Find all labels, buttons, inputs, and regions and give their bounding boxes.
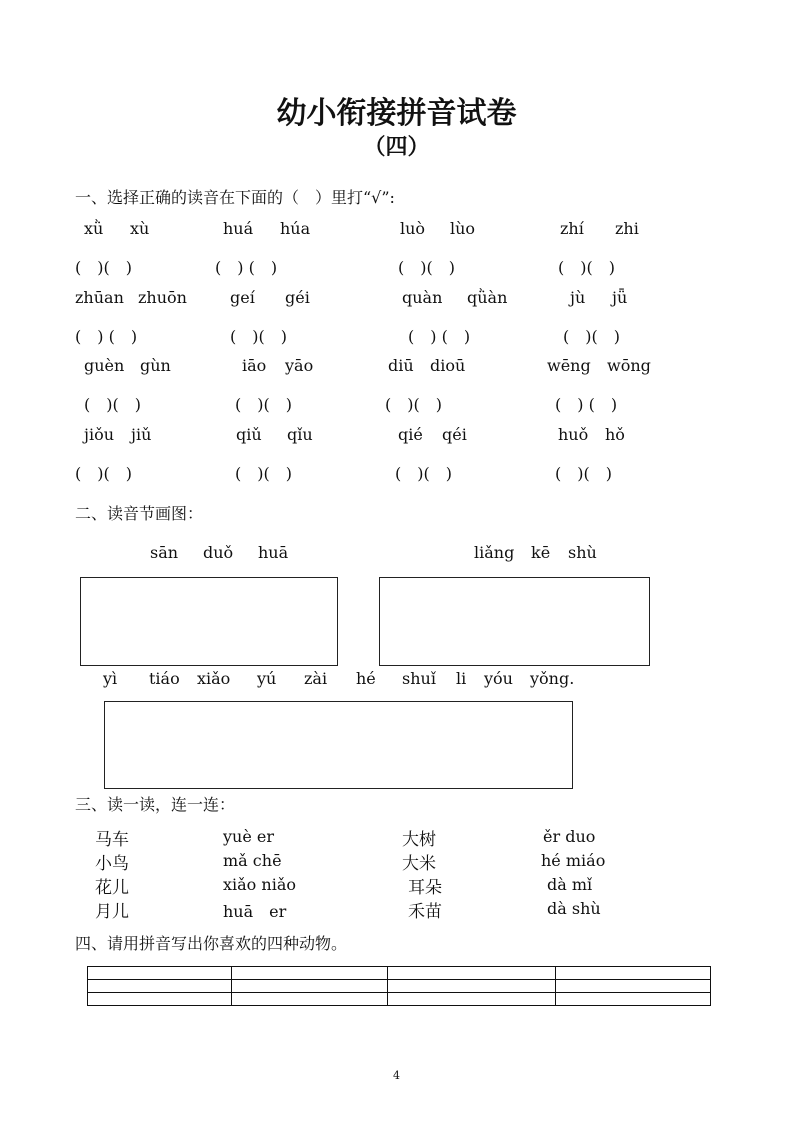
chinese-word[interactable]: 耳朵: [408, 878, 442, 898]
pinyin-option: jù: [570, 288, 586, 307]
sentence-syllable: zài: [304, 669, 328, 688]
pinyin-option: qǜàn: [467, 288, 508, 307]
answer-parens[interactable]: ( )( ): [563, 327, 620, 346]
answer-cell[interactable]: [556, 993, 711, 1006]
sentence-syllable: xiǎo: [197, 669, 231, 688]
pinyin-option: huǒ: [558, 425, 589, 444]
caption-syllable: shù: [568, 543, 597, 562]
answer-cell[interactable]: [388, 993, 556, 1006]
pinyin-option: qiǔ: [236, 425, 262, 444]
page-subtitle: （四）: [363, 134, 430, 160]
answer-cell[interactable]: [88, 980, 232, 993]
answer-parens[interactable]: ( ) ( ): [75, 327, 138, 346]
pinyin-option: qǐu: [287, 425, 313, 444]
pinyin-option: zhí: [560, 219, 584, 238]
pinyin-option: qéi: [442, 425, 467, 444]
sentence-syllable: shuǐ: [402, 669, 436, 688]
drawing-box-fish[interactable]: [104, 701, 573, 789]
pinyin-option: quàn: [402, 288, 443, 307]
answer-parens[interactable]: ( ) ( ): [408, 327, 471, 346]
chinese-word[interactable]: 花儿: [95, 878, 129, 898]
caption-syllable: sān: [150, 543, 179, 562]
sentence-syllable: hé: [356, 669, 376, 688]
answer-grid: [87, 966, 711, 1006]
pinyin-word[interactable]: xiǎo niǎo: [223, 875, 296, 894]
answer-cell[interactable]: [388, 980, 556, 993]
chinese-word[interactable]: 大米: [402, 854, 436, 874]
pinyin-option: geí: [230, 288, 255, 307]
pinyin-option: wōng: [607, 356, 651, 375]
answer-parens[interactable]: ( )( ): [75, 258, 132, 277]
chinese-word[interactable]: 禾苗: [408, 902, 442, 922]
pinyin-word[interactable]: hé miáo: [541, 851, 606, 870]
answer-cell[interactable]: [232, 967, 388, 980]
section2-heading: 二、读音节画图：: [75, 504, 204, 523]
caption-syllable: kē: [531, 543, 551, 562]
sentence-syllable: tiáo: [149, 669, 180, 688]
pinyin-option: gùn: [140, 356, 171, 375]
section1-heading: 一、选择正确的读音在下面的（ ）里打“√”:: [75, 188, 395, 207]
drawing-box-flowers[interactable]: [80, 577, 338, 666]
pinyin-option: iāo: [242, 356, 267, 375]
pinyin-option: zhuōn: [138, 288, 187, 307]
answer-parens[interactable]: ( )( ): [84, 395, 141, 414]
pinyin-word[interactable]: ěr duo: [543, 827, 596, 846]
drawing-box-trees[interactable]: [379, 577, 650, 666]
pinyin-option: húa: [280, 219, 311, 238]
caption-syllable: liǎng: [474, 543, 515, 562]
answer-parens[interactable]: ( )( ): [235, 464, 292, 483]
pinyin-option: wēng: [547, 356, 591, 375]
page-number: 4: [393, 1069, 400, 1082]
chinese-word[interactable]: 大树: [402, 830, 436, 850]
pinyin-option: guèn: [84, 356, 125, 375]
pinyin-option: luò: [400, 219, 426, 238]
pinyin-option: zhūan: [75, 288, 124, 307]
pinyin-option: zhi: [615, 219, 639, 238]
answer-parens[interactable]: ( )( ): [398, 258, 455, 277]
answer-parens[interactable]: ( )( ): [555, 464, 612, 483]
answer-parens[interactable]: ( )( ): [235, 395, 292, 414]
pinyin-option: jǖ: [612, 288, 628, 307]
answer-cell[interactable]: [88, 993, 232, 1006]
answer-cell[interactable]: [556, 980, 711, 993]
sentence-syllable: yǒng.: [530, 669, 575, 688]
section4-heading: 四、请用拼音写出你喜欢的四种动物。: [75, 934, 348, 953]
pinyin-option: hǒ: [605, 425, 625, 444]
pinyin-word[interactable]: dà shù: [547, 899, 601, 918]
pinyin-option: jiǔ: [131, 425, 152, 444]
pinyin-option: qié: [398, 425, 423, 444]
pinyin-option: diū: [388, 356, 414, 375]
pinyin-option: yāo: [285, 356, 314, 375]
chinese-word[interactable]: 小鸟: [95, 854, 129, 874]
answer-cell[interactable]: [232, 980, 388, 993]
answer-cell[interactable]: [232, 993, 388, 1006]
pinyin-option: lùo: [450, 219, 476, 238]
page-title: 幼小衔接拼音试卷: [276, 96, 517, 131]
answer-parens[interactable]: ( )( ): [558, 258, 615, 277]
sentence-syllable: yú: [257, 669, 277, 688]
sentence-syllable: li: [456, 669, 467, 688]
chinese-word[interactable]: 马车: [95, 830, 129, 850]
chinese-word[interactable]: 月儿: [95, 902, 129, 922]
pinyin-option: huá: [223, 219, 254, 238]
pinyin-word[interactable]: yuè er: [223, 827, 275, 846]
pinyin-word[interactable]: huā er: [223, 902, 287, 921]
answer-cell[interactable]: [556, 967, 711, 980]
sentence-syllable: yì: [103, 669, 118, 688]
answer-parens[interactable]: ( ) ( ): [555, 395, 618, 414]
answer-cell[interactable]: [388, 967, 556, 980]
pinyin-option: jiǒu: [84, 425, 115, 444]
caption-syllable: duǒ: [203, 543, 234, 562]
answer-parens[interactable]: ( )( ): [75, 464, 132, 483]
section3-heading: 三、读一读，连一连：: [75, 795, 236, 814]
sentence-syllable: yóu: [484, 669, 513, 688]
pinyin-option: géi: [285, 288, 310, 307]
pinyin-option: xù: [130, 219, 150, 238]
answer-parens[interactable]: ( )( ): [230, 327, 287, 346]
answer-cell[interactable]: [88, 967, 232, 980]
caption-syllable: huā: [258, 543, 289, 562]
answer-parens[interactable]: ( )( ): [395, 464, 452, 483]
pinyin-option: dioū: [430, 356, 466, 375]
answer-parens[interactable]: ( )( ): [385, 395, 442, 414]
pinyin-option: xǜ: [84, 219, 104, 238]
pinyin-word[interactable]: mǎ chē: [223, 851, 282, 870]
answer-parens[interactable]: ( ) ( ): [215, 258, 278, 277]
pinyin-word[interactable]: dà mǐ: [547, 875, 593, 894]
